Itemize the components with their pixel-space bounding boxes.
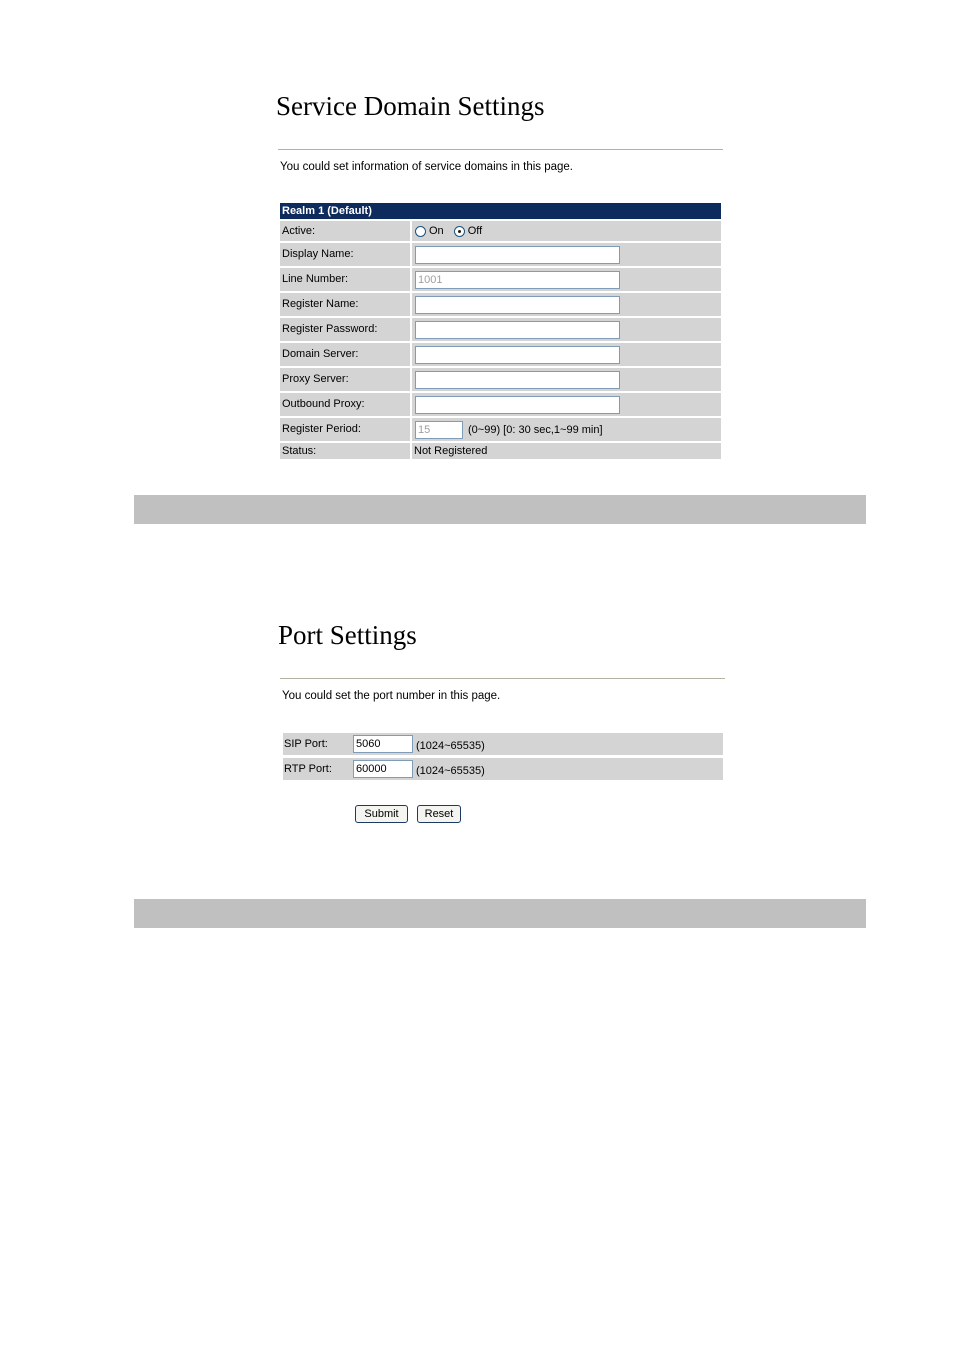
active-options (412, 221, 721, 241)
row-display-name (280, 243, 721, 266)
row-outbound-proxy (280, 393, 721, 416)
outbound-proxy-input[interactable] (415, 396, 620, 414)
outbound-proxy-label: Outbound Proxy: (280, 393, 410, 416)
active-off-radio[interactable] (454, 226, 465, 237)
submit-button[interactable]: Submit (355, 805, 408, 823)
register-name-input[interactable] (415, 296, 620, 314)
status-label: Status: (280, 443, 410, 459)
service-domain-description: You could set information of service domains in this page. (280, 161, 573, 173)
row-register-period (280, 418, 721, 441)
register-period-input[interactable]: 15 (415, 421, 463, 439)
row-register-password (280, 318, 721, 341)
active-label: Active: (280, 221, 410, 241)
line-number-label: Line Number: (280, 268, 410, 291)
line-number-input[interactable]: 1001 (415, 271, 620, 289)
register-name-label: Register Name: (280, 293, 410, 316)
active-on-label[interactable]: On (429, 225, 444, 237)
row-status (280, 443, 721, 459)
register-password-input[interactable] (415, 321, 620, 339)
realm-table (280, 203, 721, 459)
reset-button[interactable]: Reset (417, 805, 461, 823)
rtp-port-label: RTP Port: (284, 763, 332, 775)
section-band (134, 495, 866, 524)
status-value: Not Registered (412, 443, 721, 459)
port-settings-description: You could set the port number in this page. (282, 690, 501, 702)
row-sip-port (283, 733, 723, 755)
rtp-port-input[interactable]: 60000 (353, 760, 413, 778)
section-band-bottom (134, 899, 866, 928)
proxy-server-label: Proxy Server: (280, 368, 410, 391)
port-settings-title: Port Settings (278, 620, 417, 650)
row-register-name (280, 293, 721, 316)
proxy-server-input[interactable] (415, 371, 620, 389)
row-active (280, 221, 721, 241)
display-name-label: Display Name: (280, 243, 410, 266)
sip-port-input[interactable]: 5060 (353, 735, 413, 753)
title-divider (278, 149, 723, 150)
display-name-input[interactable] (415, 246, 620, 264)
active-on-radio[interactable] (415, 226, 426, 237)
realm-header: Realm 1 (Default) (280, 203, 721, 219)
row-domain-server (280, 343, 721, 366)
sip-port-label: SIP Port: (284, 738, 328, 750)
sip-port-hint: (1024~65535) (416, 739, 485, 752)
register-period-label: Register Period: (280, 418, 410, 441)
register-password-label: Register Password: (280, 318, 410, 341)
row-rtp-port (283, 758, 723, 780)
domain-server-input[interactable] (415, 346, 620, 364)
service-domain-title: Service Domain Settings (276, 91, 545, 121)
active-off-label[interactable]: Off (467, 225, 483, 237)
row-proxy-server (280, 368, 721, 391)
domain-server-label: Domain Server: (280, 343, 410, 366)
port-title-divider (280, 678, 725, 679)
row-line-number (280, 268, 721, 291)
rtp-port-hint: (1024~65535) (416, 764, 485, 777)
register-period-hint: (0~99) [0: 30 sec,1~99 min] (468, 423, 603, 436)
